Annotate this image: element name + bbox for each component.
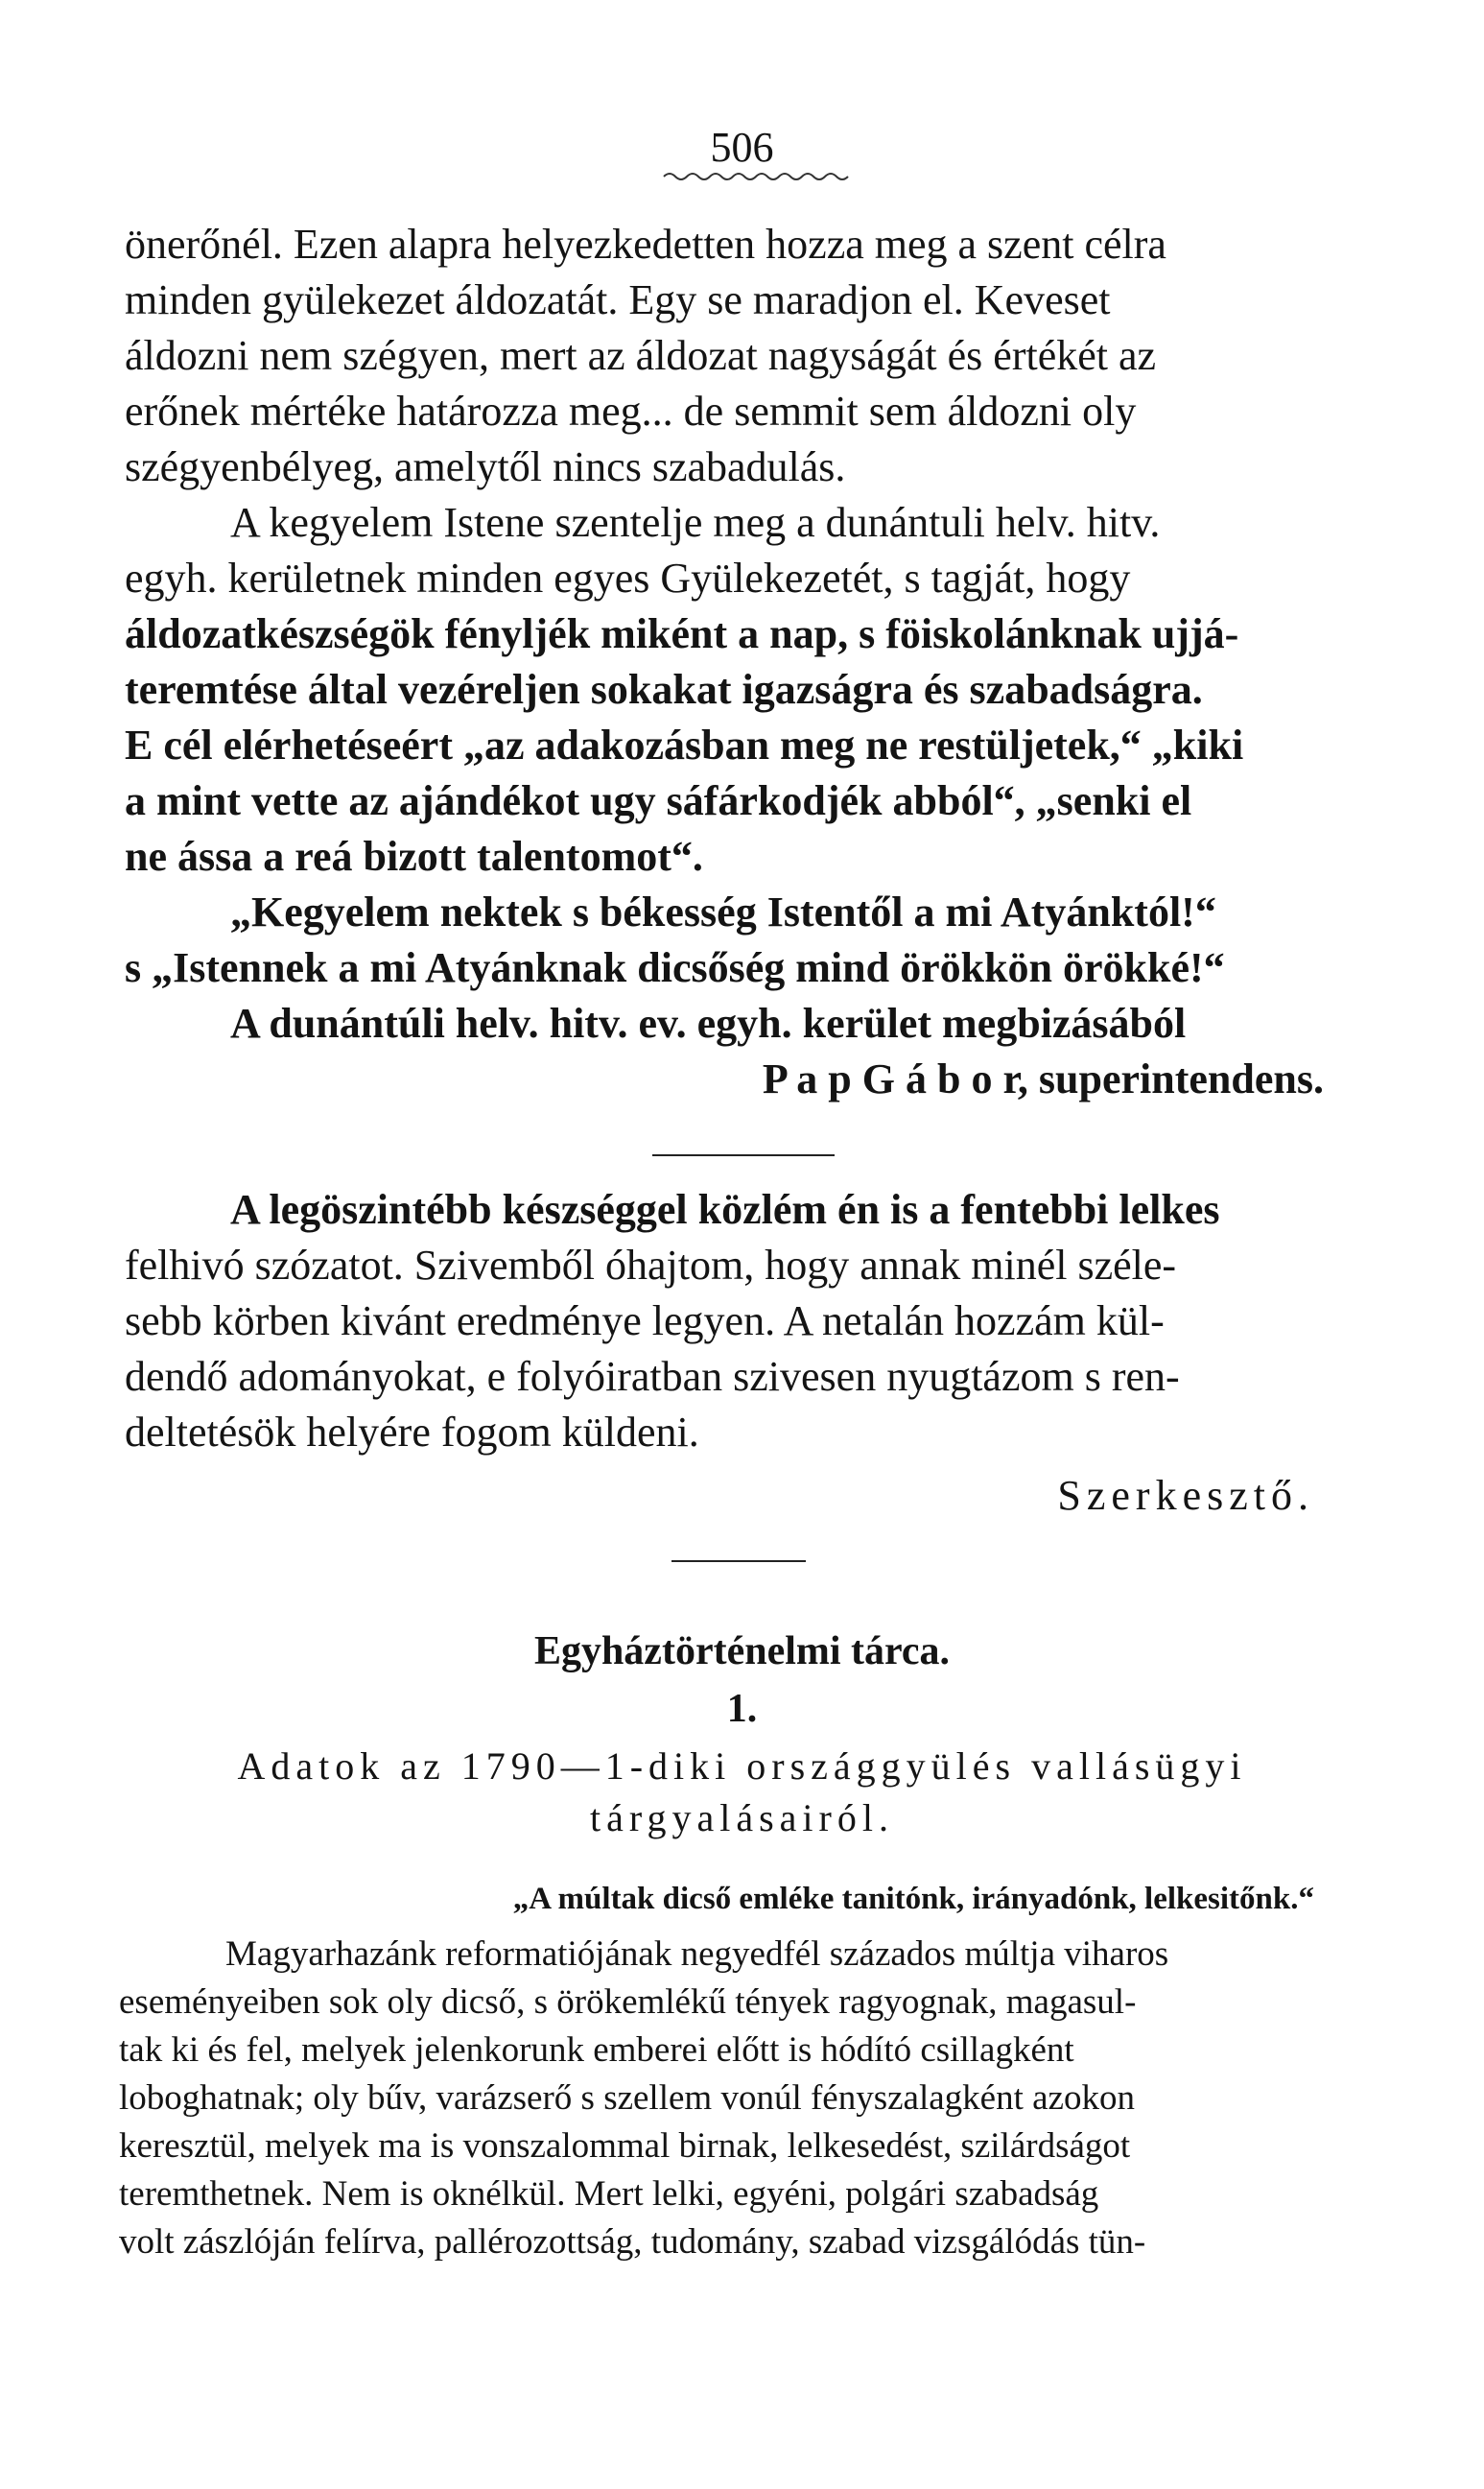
- article-body-line: loboghatnak; oly bűv, varázserő s szellem vonúl fényszalagként azokon: [119, 2078, 1135, 2118]
- article-body-line: keresztül, melyek ma is vonszalommal birnak, lelkesedést, szilárdságot: [119, 2126, 1131, 2166]
- appeal-line: A kegyelem Istene szentelje meg a dunántuli helv. hitv.: [230, 499, 1161, 546]
- appeal-line: erőnek mértéke határozza meg... de semmit sem áldozni oly: [125, 388, 1137, 435]
- section-divider: [652, 1154, 835, 1156]
- editor-note-line: A legöszintébb készséggel közlém én is a fentebbi lelkes: [230, 1186, 1220, 1233]
- editor-signature: Szerkesztő.: [1057, 1472, 1314, 1519]
- section-title: Egyháztörténelmi tárca.: [533, 1629, 951, 1673]
- page-number-ornament: [662, 169, 854, 182]
- appeal-line: önerőnél. Ezen alapra helyezkedetten hozza meg a szent célra: [125, 221, 1166, 268]
- appeal-line: E cél elérhetéseért „az adakozásban meg ne restüljetek,“ „kiki: [125, 722, 1244, 769]
- article-motto: „A múltak dicső emléke tanitónk, irányadónk, lelkesitőnk.“: [512, 1882, 1314, 1916]
- appeal-line: áldozatkészségök fényljék miként a nap, s föiskolánknak ujjá-: [125, 610, 1239, 657]
- appeal-line: szégyenbélyeg, amelytől nincs szabadulás.: [125, 443, 846, 490]
- article-body-line: volt zászlóján felírva, pallérozottság, tudomány, szabad vizsgálódás tün-: [119, 2222, 1146, 2262]
- appeal-authority-line: A dunántúli helv. hitv. ev. egyh. kerület megbizásából: [230, 1000, 1187, 1047]
- appeal-line: a mint vette az ajándékot ugy sáfárkodjék abból“, „senki el: [125, 777, 1192, 824]
- appeal-line: ne ássa a reá bizott talentomot“.: [125, 833, 703, 880]
- appeal-signature: P a p G á b o r, superintendens.: [762, 1055, 1324, 1102]
- article-body-line: eseményeiben sok oly dicső, s örökemlékű tények ragyognak, magasul-: [119, 1982, 1137, 2022]
- appeal-line: áldozni nem szégyen, mert az áldozat nagyságát és értékét az: [125, 332, 1157, 379]
- article-number: 1.: [726, 1687, 758, 1731]
- appeal-blessing-line: „Kegyelem nektek s békesség Istentől a mi Atyánktól!“: [230, 889, 1216, 936]
- section-divider: [671, 1560, 806, 1562]
- article-title: tárgyalásairól.: [590, 1796, 894, 1839]
- article-body-line: Magyarhazánk reformatiójának negyedfél százados múltja viharos: [225, 1934, 1169, 1974]
- appeal-line: minden gyülekezet áldozatát. Egy se maradjon el. Keveset: [125, 276, 1111, 323]
- article-title: Adatok az 1790—1-diki országgyülés vallásügyi: [237, 1744, 1247, 1788]
- article-body-line: teremthetnek. Nem is oknélkül. Mert lelki, egyéni, polgári szabadság: [119, 2174, 1099, 2214]
- appeal-line: egyh. kerületnek minden egyes Gyülekezetét, s tagját, hogy: [125, 555, 1131, 602]
- editor-note-line: deltetésök helyére fogom küldeni.: [125, 1409, 699, 1456]
- editor-note-line: felhivó szózatot. Szivemből óhajtom, hogy annak minél széle-: [125, 1242, 1177, 1289]
- appeal-line: teremtése által vezéreljen sokakat igazságra és szabadságra.: [125, 666, 1203, 713]
- page-number: 506: [710, 124, 774, 171]
- editor-note-line: dendő adományokat, e folyóiratban szivesen nyugtázom s ren-: [125, 1353, 1180, 1400]
- appeal-blessing-line: s „Istennek a mi Atyánknak dicsőség mind örökkön örökké!“: [125, 944, 1225, 991]
- editor-note-line: sebb körben kivánt eredménye legyen. A netalán hozzám kül-: [125, 1297, 1165, 1344]
- article-body-line: tak ki és fel, melyek jelenkorunk emberei előtt is hódító csillagként: [119, 2030, 1074, 2070]
